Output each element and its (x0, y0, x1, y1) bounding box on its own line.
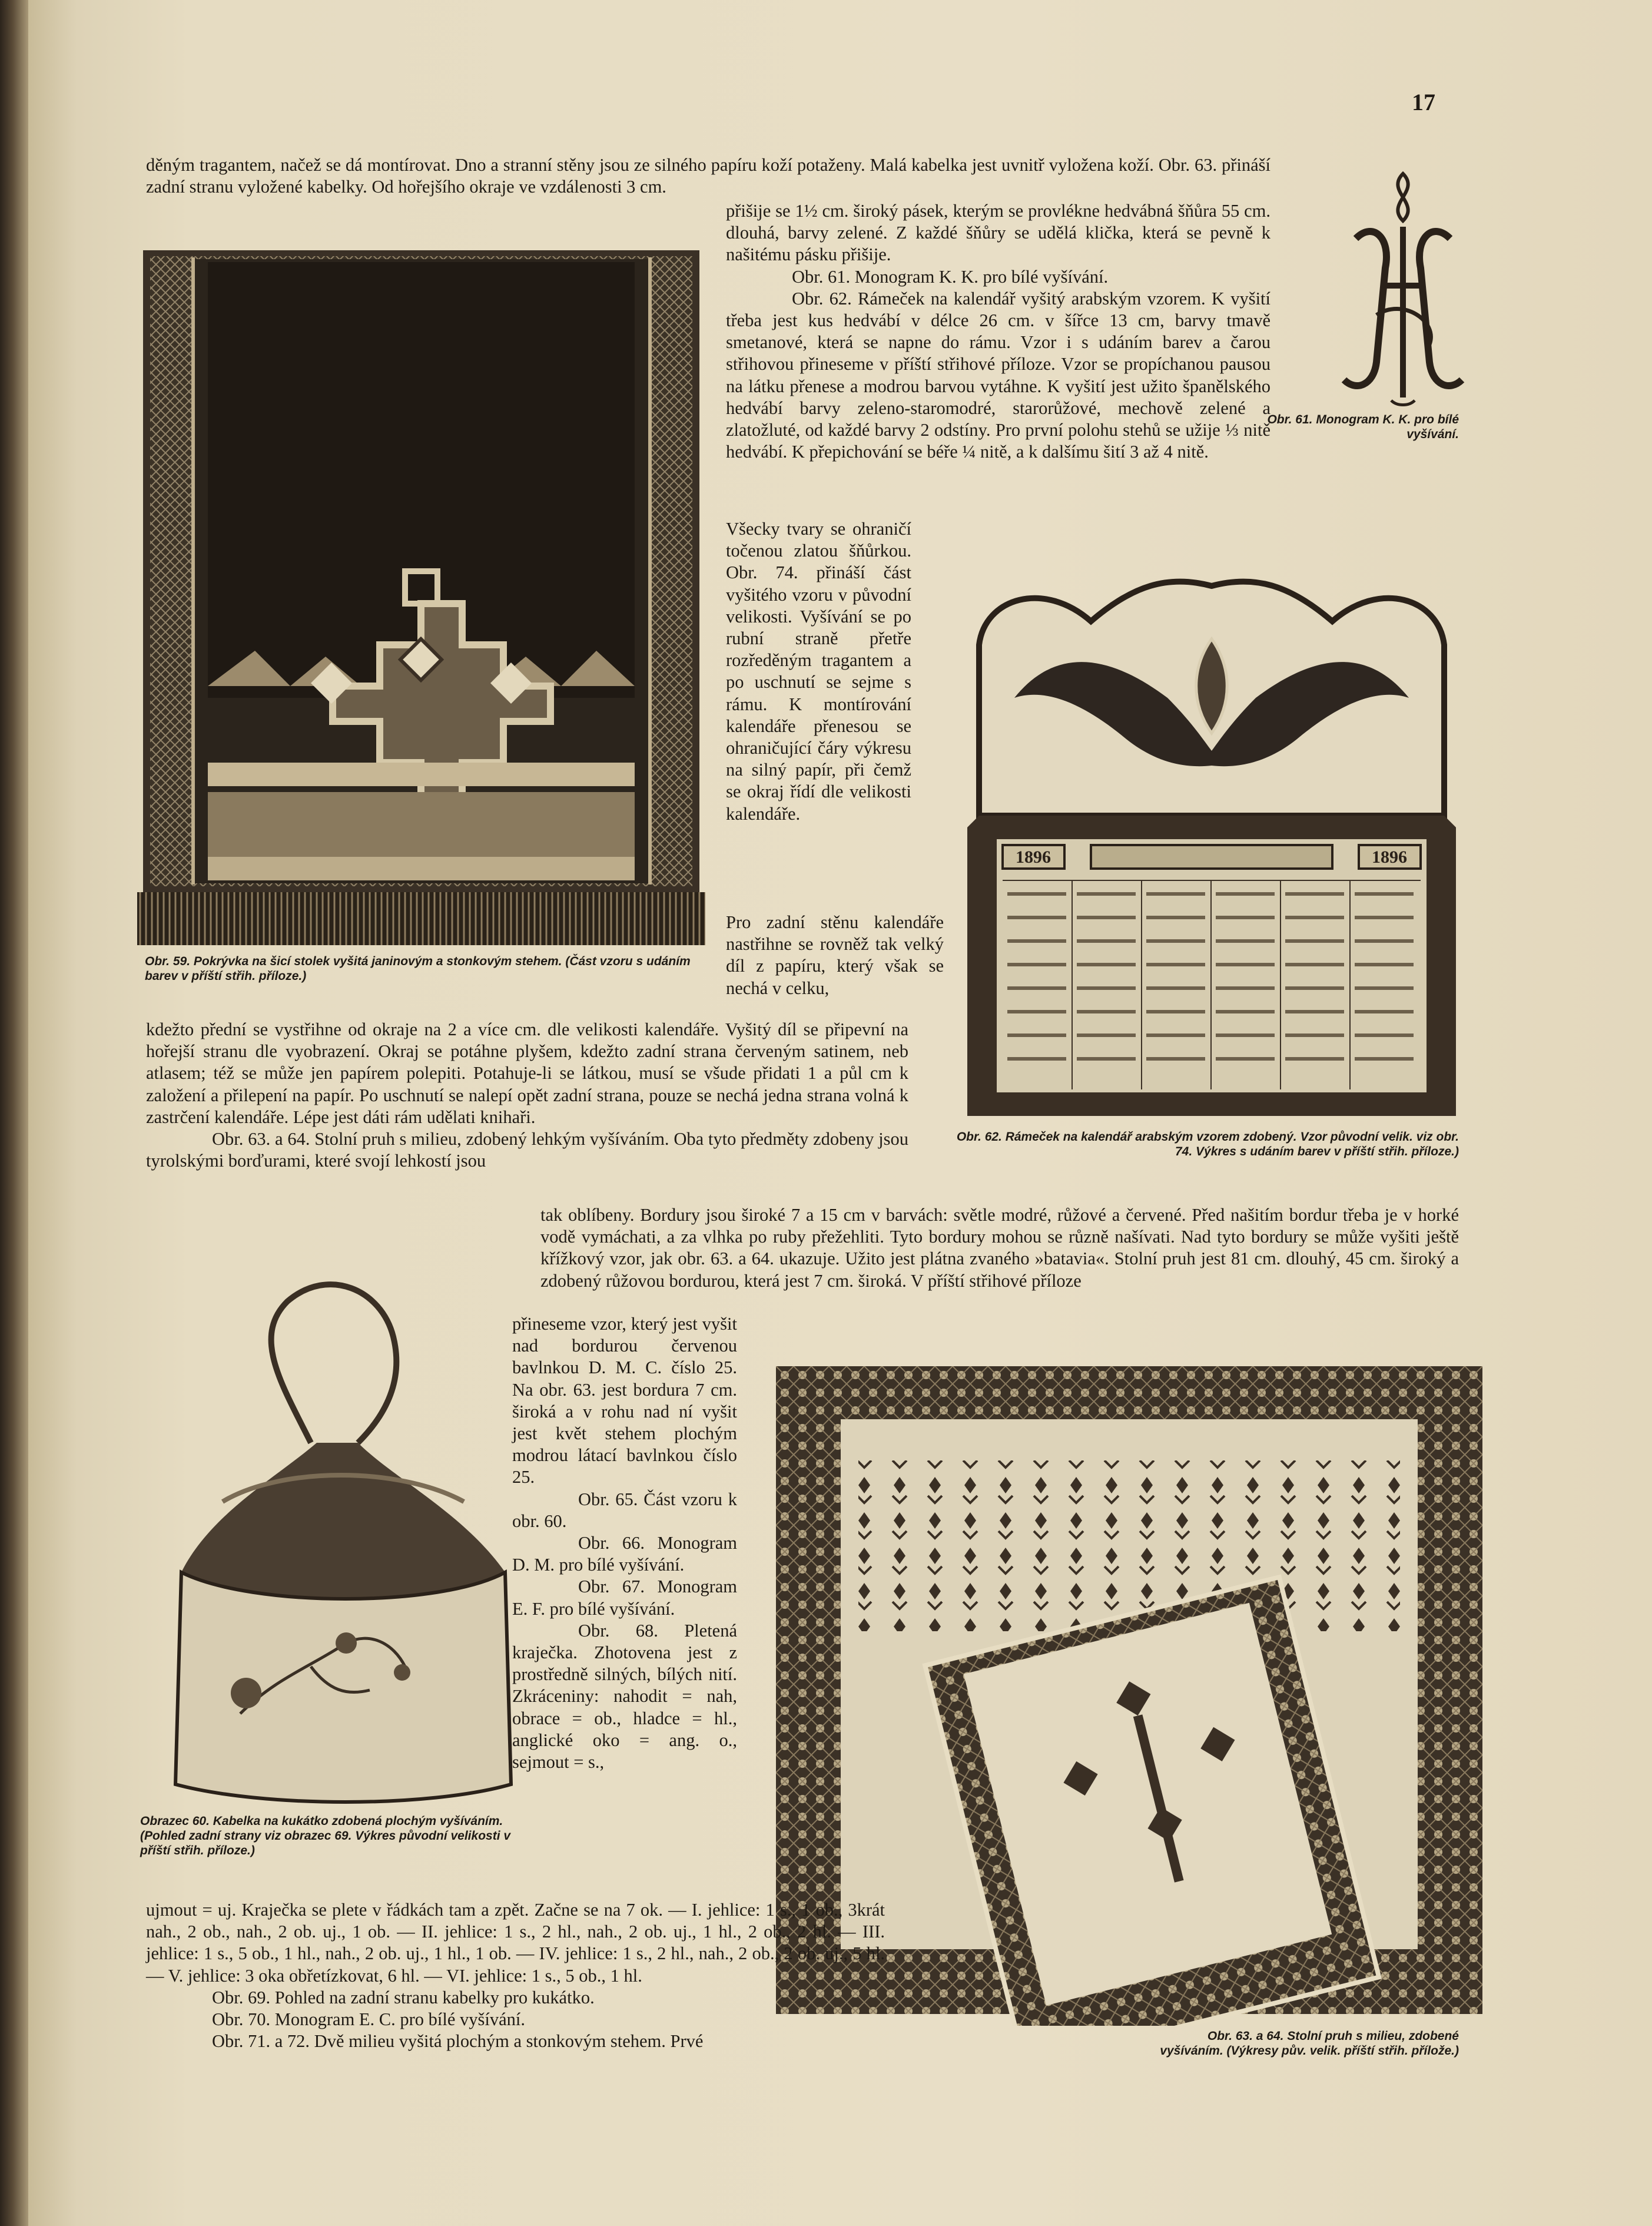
figure-60-bag (134, 1266, 540, 1811)
text-mid7: Obr. 63. a 64. Stolní pruh s milieu, zdobený lehkým vyšíváním. Oba tyto předměty zdobeny jsou tyrolskými borďurami, které svojí lehkostí jsou (146, 1129, 908, 1171)
text-mid9: přineseme vzor, který jest vyšit nad bordurou červenou bavlnkou D. M. C. číslo 25. Na obr. 63. jest bordura 7 cm. široká a v rohu nad ní vyšit jest květ stehem plochým modrou látací bavlnkou číslo 25. (512, 1314, 737, 1488)
text-bottom1: ujmout = uj. Kraječka se plete v řádkách tam a zpět. Začne se na 7 ok. — I. jehlice: 1 s., 1 ob., 3krát nah., 2 ob., nah., 2 ob. uj., 1 ob. — II. jehlice: 1 s., 2 hl., nah., 2 ob. uj., 1 hl., 2 ob., 2 hl. — III. jehlice: 1 s., 5 ob., 1 hl., nah., 2 ob. uj., 1 hl., 1 ob. — IV. jehlice: 1 s., 2 hl., nah., 2 ob., 2 ob. uj., 5 hl. — V. jehlice: 3 oka obřetízkovat, 6 hl. — VI. jehlice: 1 s., 5 ob., 1 hl. (146, 1900, 885, 1986)
book-binding-edge (0, 0, 28, 2226)
figure-59-table-cover (137, 250, 705, 948)
book-page (28, 0, 1652, 2226)
text-mid11: Obr. 66. Monogram D. M. pro bílé vyšívání. (512, 1533, 737, 1575)
caption-figure-62: Obr. 62. Rámeček na kalendář arabským vzorem zdobený. Vzor původní velik. viz obr. 74. Výkres s udáním barev v příští střih. příloze.) (956, 1130, 1459, 1158)
paragraph-mid1 (726, 200, 1270, 463)
text-mid10: Obr. 65. Část vzoru k obr. 60. (512, 1489, 737, 1531)
paragraph-mid5: Pro zadní stěnu kalendáře nastřihne se rovněž tak velký díl z papíru, který však se nechá v celku, (726, 912, 944, 998)
figure-61-monogram (1321, 168, 1485, 415)
paragraph-top: děným tragantem, načež se dá montírovat. Dno a stranní stěny jsou ze silného papíru koží potaženy. Malá kabelka jest uvnitř vyložena koží. Obr. 63. přináší zadní stranu vyložené kabelky. Od hořejšího okraje ve vzdálenosti 3 cm. (146, 155, 1270, 197)
text-bottom3: Obr. 70. Monogram E. C. pro bílé vyšívání. (212, 2009, 526, 2030)
caption-figure-63-64: Obr. 63. a 64. Stolní pruh s milieu, zdobené vyšíváním. (Výkresy pův. velik. příští střih. přílože.) (1160, 2029, 1459, 2058)
text-bottom2: Obr. 69. Pohled na zadní stranu kabelky pro kukátko. (212, 1987, 595, 2008)
caption-figure-61: Obr. 61. Monogram K. K. pro bílé vyšívání. (1267, 413, 1459, 441)
figure-62-calendar-frame (944, 562, 1479, 1128)
paragraph-mid8: tak oblíbeny. Bordury jsou široké 7 a 15 cm v barvách: světle modré, růžové a červené. Před našitím bordur třeba je v horké vodě vymáchati, a za vlhka po ruby přežehliti. Tyto bordury mohou se různě našívati. Nad tyto bordury se může vyšiti ještě křížkový vzor, jak obr. 63. a 64. ukazuje. Užito jest plátna zvaného »batavia«. Stolní pruh jest 81 cm. dlouhý, 45 cm. široký a zdobený růžovou bordurou, která jest 7 cm. široká. V příští střihové příloze (540, 1205, 1459, 1291)
text-bottom4: Obr. 71. a 72. Dvě milieu vyšitá plochým a stonkovým stehem. Prvé (212, 2031, 704, 2052)
text-mid1: přišije se 1½ cm. široký pásek, kterým se provlékne hedvábná šňůra 55 cm. dlouhá, barvy zelené. Z každé šňůry se udělá klička, která se pevně k našitému pásku přišije. (726, 201, 1270, 265)
paragraph-mid4: Všecky tvary se ohraničí točenou zlatou šňůrkou. Obr. 74. přináší část vyšitého vzoru v původní velikosti. Vyšívání se po rubní straně přetře rozředěným tragantem a po uschnutí se sejme s rámu. K montírování kalendáře přenesou se ohraničující čáry výkresu na silný papír, při čemž se okraj řídí dle velikosti kalendáře. (726, 519, 911, 824)
paragraph-mid6 (146, 1019, 908, 1172)
caption-figure-60: Obrazec 60. Kabelka na kukátko zdobená plochým vyšíváním. (Pohled zadní strany viz obrazec 69. Výkres původní velikosti v příští střih. příloze.) (140, 1814, 511, 1857)
text-mid12: Obr. 67. Monogram E. F. pro bílé vyšívání. (512, 1576, 737, 1619)
text-mid6: kdežto přední se vystřihne od okraje na 2 a více cm. dle velikosti kalendáře. Vyšitý díl se připevní na hořejší stranu dle vyobrazení. Okraj se potáhne plyšem, kdežto zadní strana červeným satinem, neb atlasem; též se může jen papírem polepiti. Potahuje-li se látkou, musí se všude přidati 1 a půl cm k založení a přilepení na papír. Po uschnutí se nalepí opět zadní strana, pouze se nechá jedna strana volná k zastrčení kalendáře. Lépe jest dáti rám udělati knihaři. (146, 1019, 908, 1127)
page-number: 17 (1412, 89, 1435, 115)
paragraph-narrow-column (512, 1313, 737, 1773)
calendar-year-right: 1896 (1372, 847, 1407, 867)
text-mid2: Obr. 61. Monogram K. K. pro bílé vyšívání. (792, 266, 1109, 287)
paragraph-bottom (146, 1899, 885, 2052)
text-mid13: Obr. 68. Pletená kraječka. Zhotovena jest z prostředně silných, bílých nití. Zkráceniny: nahodit = nah, obrace = ob., hladce = hl., anglické oko = ang. o., sejmout = s., (512, 1620, 737, 1773)
calendar-year-left: 1896 (1016, 847, 1051, 867)
caption-figure-59: Obr. 59. Pokrývka na šicí stolek vyšitá janinovým a stonkovým stehem. (Část vzoru s udáním barev v příští střih. příloze.) (145, 955, 691, 983)
text-mid3: Obr. 62. Rámeček na kalendář vyšitý arabským vzorem. K vyšití třeba jest kus hedvábí v délce 26 cm. v šířce 13 cm, barvy tmavě smetanové, která se napne do rámu. Vzor i s udáním barev a čarou střihovou přineseme v příští střihové příloze. Vzor se propíchanou pausou na látku přenese a modrou barvou vytáhne. K vyšití jest užito španělského hedvábí barvy zeleno-staromodré, starorůžové, mechově zelené a zlatožluté, od každé barvy 2 odstíny. Pro první polohu stehů se užije ⅓ nitě hedvábí. K přepichování se béře ¼ nitě, a k dalšímu šití 3 až 4 nitě. (726, 288, 1270, 462)
